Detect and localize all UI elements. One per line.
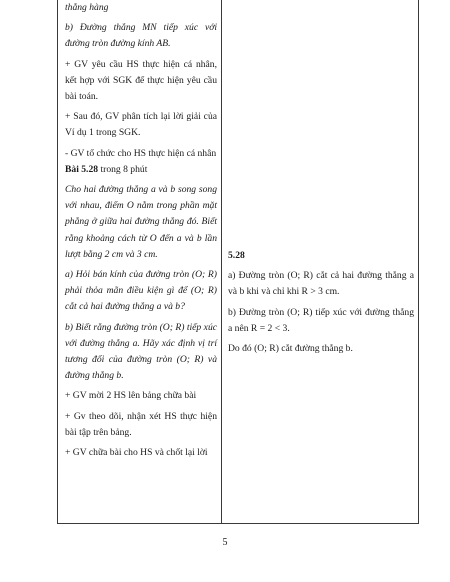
- organize-text: - GV tổ chức cho HS thực hiện cá nhân: [65, 147, 217, 159]
- teacher-observe: + Gv theo dõi, nhận xét HS thực hiện bài tập trên bảng.: [65, 410, 217, 438]
- teacher-instruction-analyze: + Sau đó, GV phân tích lại lời giải của Ví dụ 1 trong SGK.: [65, 111, 217, 139]
- solution-column: [228, 248, 414, 361]
- question-b: b) Biết rằng đường tròn (O; R) tiếp xúc với đường thẳng a. Hãy xác định vị trí tương đối của đường tròn (O; R) và đường thẳng b.: [65, 321, 217, 382]
- problem-statement: Cho hai đường thẳng a và b song song với nhau, điểm O nằm trong phần mặt phẳng ở giữa hai đường thẳng đó. Biết rằng khoảng cách từ O đến a và b lần lượt bằng 2 cm và 3 cm.: [65, 184, 217, 260]
- teacher-instruction-individual: + GV yêu cầu HS thực hiện cá nhân, kết hợp với SGK để thực hiện yêu cầu bài toán.: [65, 58, 217, 103]
- exercise-time: trong 8 phút: [98, 163, 148, 175]
- page-number: 5: [222, 537, 228, 548]
- exercise-label: Bài 5.28: [65, 163, 99, 175]
- solution-conclusion: Do đó (O; R) cắt đường thẳng b.: [228, 343, 353, 355]
- exercise-part-b-mn: b) Đường thẳng MN tiếp xúc với đường tròn đường kính AB.: [65, 22, 217, 50]
- teacher-activity-column: [65, 0, 217, 465]
- teacher-invite-students: + GV mời 2 HS lên bảng chữa bài: [65, 390, 197, 402]
- teacher-correct: + GV chữa bài cho HS và chốt lại lời: [65, 447, 208, 459]
- lesson-table: [57, 0, 419, 524]
- question-a: a) Hỏi bán kính của đường tròn (O; R) phải thỏa mãn điều kiện gì để (O; R) cắt cả hai đường thẳng a và b?: [65, 269, 217, 313]
- solution-b: b) Đường tròn (O; R) tiếp xúc với đường thẳng a nên R = 2 < 3.: [228, 306, 414, 334]
- text-thang-hang: thẳng hàng: [65, 2, 109, 13]
- solution-a: a) Đường tròn (O; R) cắt cả hai đường thẳng a và b khi và chỉ khi R > 3 cm.: [228, 270, 414, 298]
- column-divider: [221, 0, 222, 523]
- teacher-instruction-organize: [65, 146, 217, 178]
- solution-heading: 5.28: [228, 250, 245, 261]
